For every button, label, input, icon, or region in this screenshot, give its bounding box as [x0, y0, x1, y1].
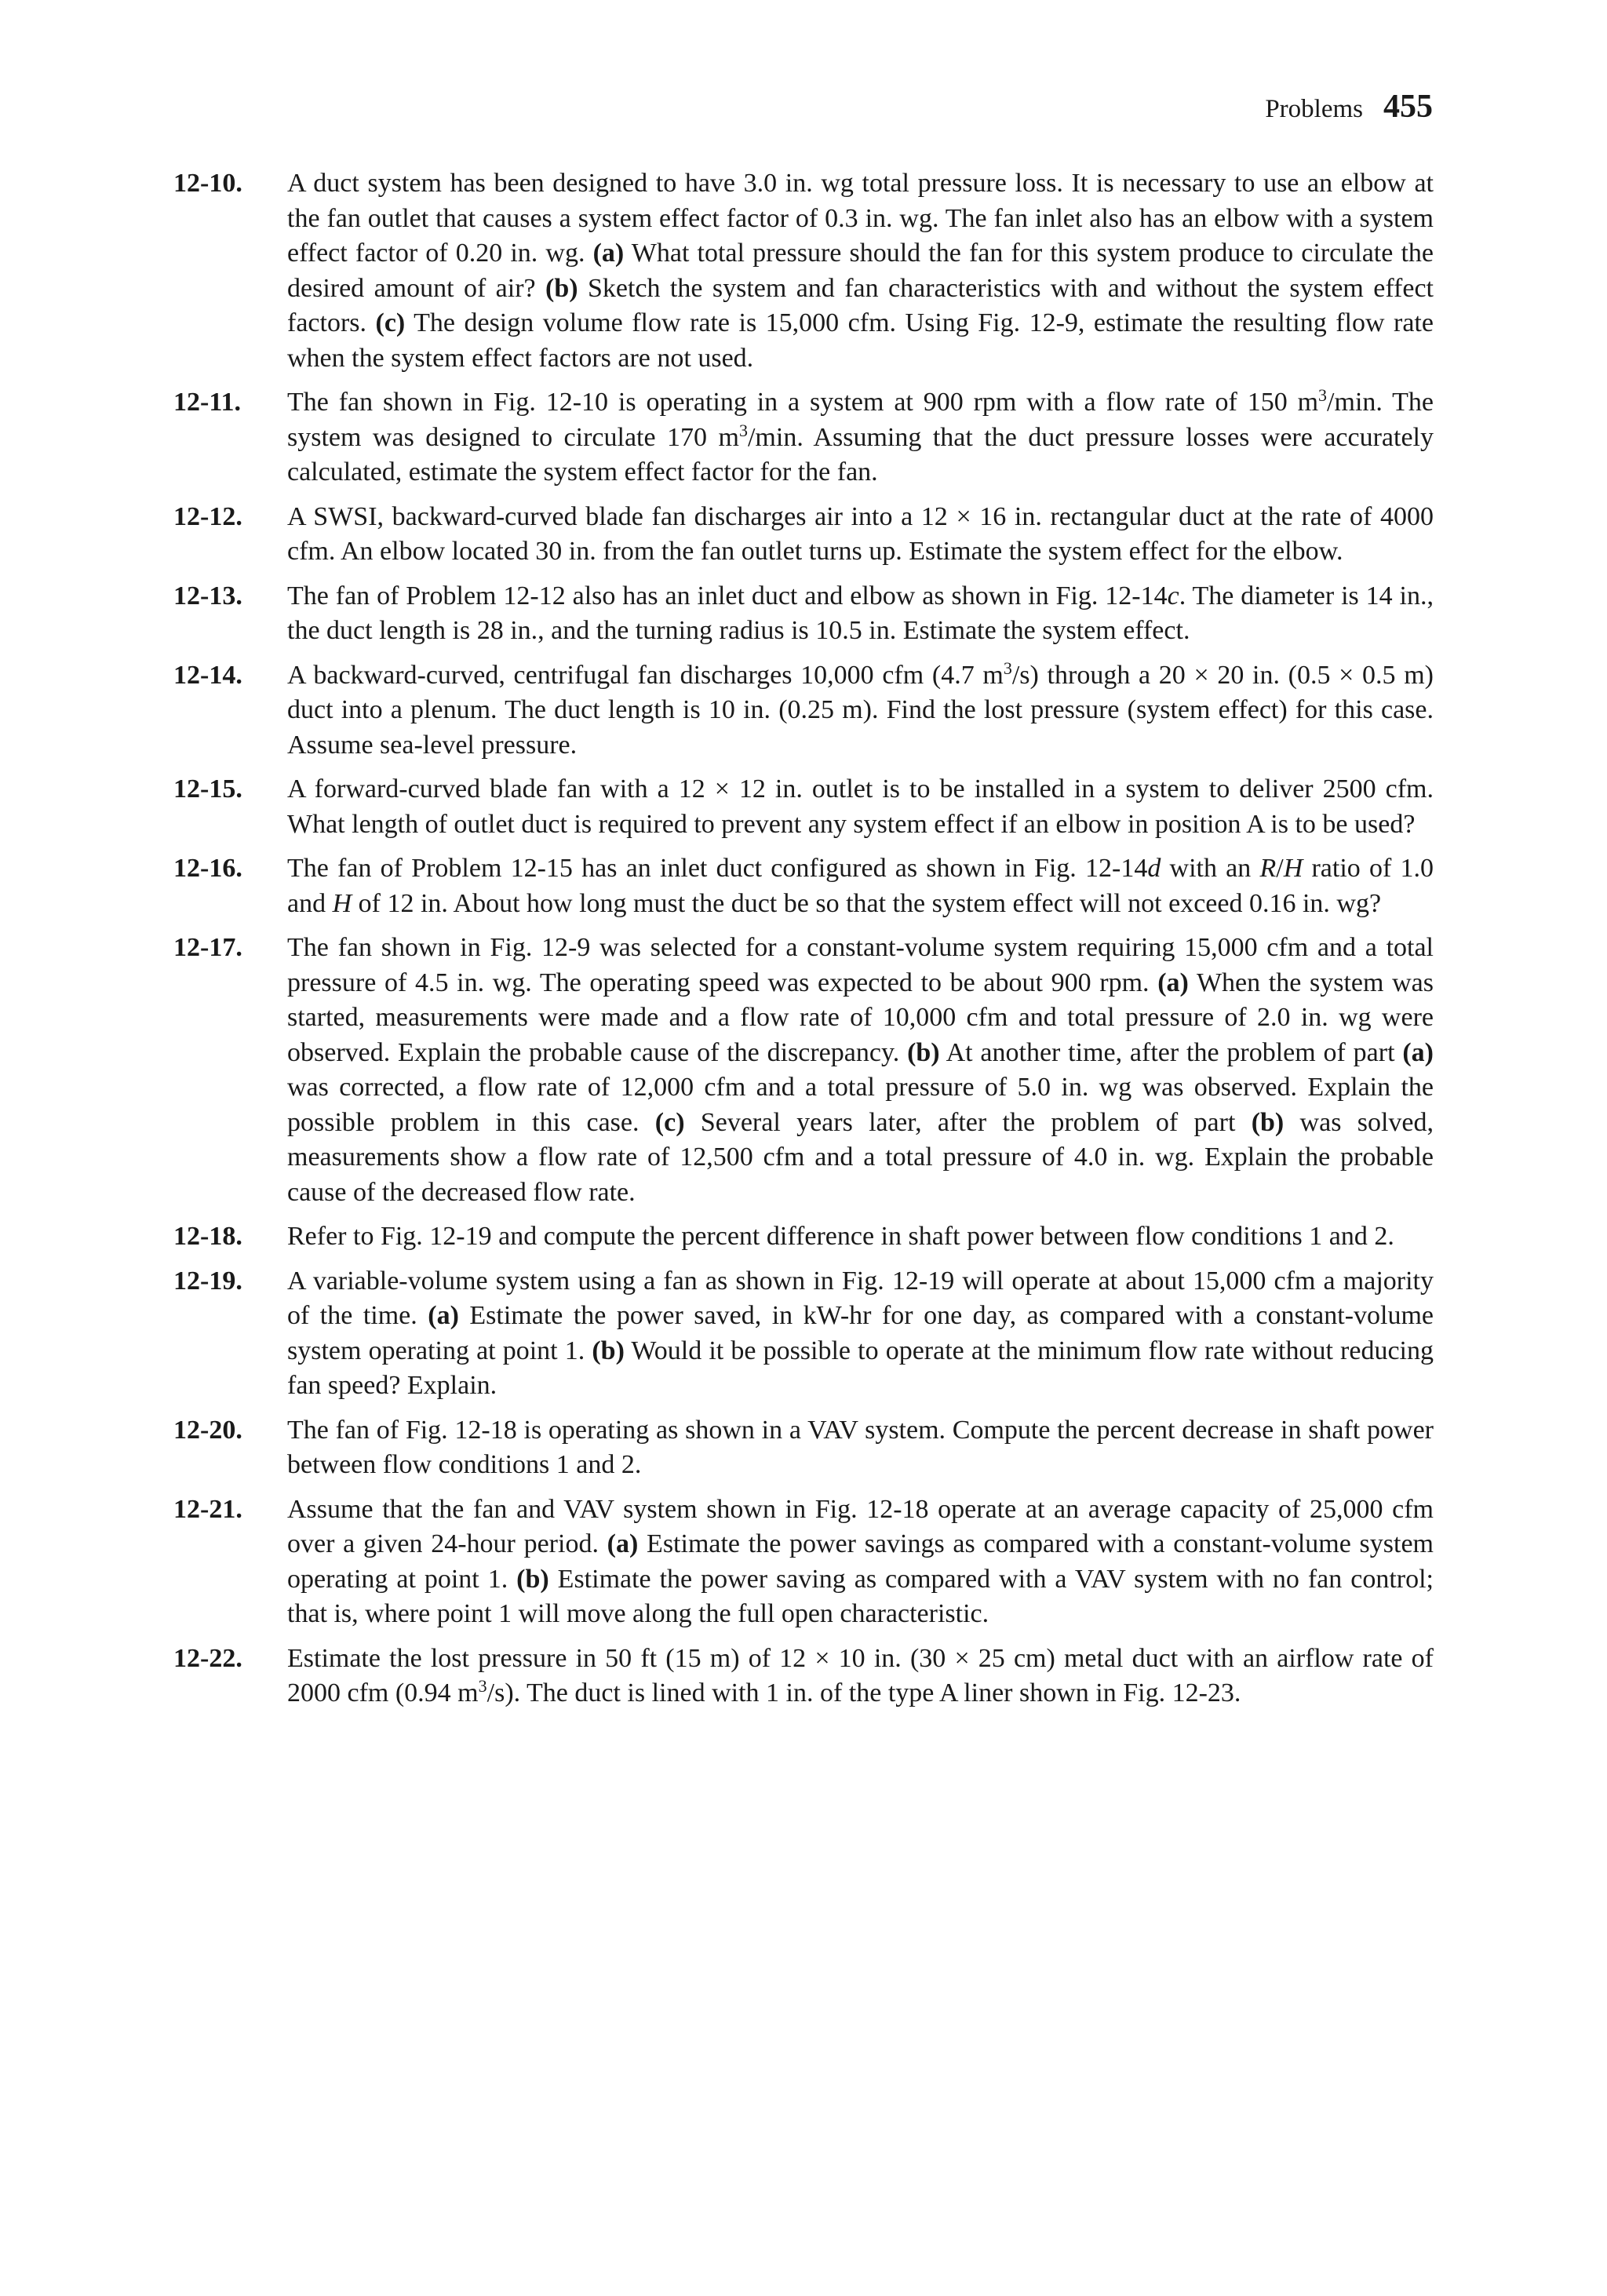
text-run: The design volume flow rate is 15,000 cfm. Using Fig. 12-9, estimate the resulting flow rate when the system effect factors are not used. — [287, 308, 1434, 373]
superscript: 3 — [738, 420, 748, 440]
problem-item — [173, 1413, 1434, 1483]
problem-item — [173, 579, 1434, 649]
text-run: with an — [1161, 854, 1260, 883]
problem-item — [173, 1219, 1434, 1255]
problem-item — [173, 931, 1434, 1210]
problem-item — [173, 851, 1434, 921]
problem-item — [173, 1642, 1434, 1711]
text-run: At another time, after the problem of part — [939, 1037, 1403, 1067]
part-label: (a) — [428, 1301, 459, 1330]
problem-list — [173, 166, 1434, 1721]
part-label: (b) — [516, 1564, 549, 1594]
problem-text — [287, 579, 1434, 649]
problem-item — [173, 166, 1434, 376]
part-label: (a) — [607, 1529, 639, 1558]
problem-number: 12-13. — [173, 581, 242, 610]
text-run: When the system was started, measurements were made and a flow rate of 10,000 cfm and total pressure of 2.0 in. wg were observed. Explain the probable cause of the discrepancy. — [287, 968, 1434, 1067]
text-run: Estimate the power saved, in kW-hr for one day, as compared with a constant-volume system operating at point 1. — [287, 1301, 1434, 1365]
text-run: Estimate the power saving as compared with a VAV system with no fan control; that is, where point 1 will move along the full open characteristic. — [287, 1564, 1434, 1628]
part-label: (c) — [375, 308, 406, 337]
italic-text: H — [332, 888, 352, 918]
problem-number: 12-11. — [173, 388, 241, 417]
problem-text — [287, 500, 1434, 570]
text-run: The fan of Problem 12-15 has an inlet duct configured as shown in Fig. 12-14 — [287, 854, 1148, 883]
part-label: (a) — [1402, 1037, 1434, 1067]
problem-item — [173, 658, 1434, 764]
text-run: Would it be possible to operate at the minimum flow rate without reducing fan speed? Explain. — [287, 1336, 1434, 1400]
text-run: Several years later, after the problem of part — [684, 1107, 1252, 1137]
problem-number: 12-22. — [173, 1643, 242, 1673]
problem-text — [287, 851, 1434, 921]
text-run: A forward-curved blade fan with a 12 × 12 in. outlet is to be installed in a system to deliver 2500 cfm. What length of outlet duct is required to prevent any system effect if an elbow in position A is to be used? — [287, 774, 1434, 839]
superscript: 3 — [1003, 658, 1012, 678]
part-label: (a) — [1157, 968, 1189, 997]
text-run: The fan of Problem 12-12 also has an inlet duct and elbow as shown in Fig. 12-14 — [287, 581, 1168, 610]
part-label: (b) — [1251, 1107, 1285, 1137]
text-run: was solved, measurements show a flow rate of 12,500 cfm and a total pressure of 4.0 in. wg. Explain the probable cause of the decreased flow rate. — [287, 1107, 1434, 1207]
italic-text: R — [1259, 854, 1277, 883]
italic-text: H — [1283, 854, 1303, 883]
problem-item — [173, 500, 1434, 570]
text-run: Estimate the power savings as compared with a constant-volume system operating at point 1. — [287, 1529, 1434, 1594]
page-number: 455 — [1383, 89, 1433, 125]
problem-item — [173, 772, 1434, 842]
problem-number: 12-20. — [173, 1415, 242, 1445]
text-run: /s) through a 20 × 20 in. (0.5 × 0.5 m) duct into a plenum. The duct length is 10 in. (0.25 m). Find the lost pressure (system effect) for this case. Assume sea-level pressure. — [287, 660, 1434, 760]
text-run: A backward-curved, centrifugal fan discharges 10,000 cfm (4.7 m — [287, 660, 1004, 690]
problem-text — [287, 1492, 1434, 1632]
problem-text — [287, 385, 1434, 490]
running-head — [1265, 88, 1433, 126]
italic-text: d — [1147, 854, 1161, 883]
text-run: . The diameter is 14 in., the duct length is 28 in., and the turning radius is 10.5 in. Estimate the system effect. — [287, 581, 1434, 645]
problem-text — [287, 166, 1434, 376]
problem-number: 12-19. — [173, 1266, 242, 1296]
problem-number: 12-14. — [173, 660, 242, 690]
text-run: /s). The duct is lined with 1 in. of the type A liner shown in Fig. 12-23. — [486, 1678, 1241, 1707]
text-run: A SWSI, backward-curved blade fan discharges air into a 12 × 16 in. rectangular duct at the rate of 4000 cfm. An elbow located 30 in. from the fan outlet turns up. Estimate the system effect for the elbow. — [287, 501, 1434, 566]
superscript: 3 — [478, 1676, 487, 1696]
text-run: of 12 in. About how long must the duct be so that the system effect will not exceed 0.16 in. wg? — [352, 888, 1382, 918]
text-run: The fan of Fig. 12-18 is operating as shown in a VAV system. Compute the percent decrease in shaft power between flow conditions 1 and 2. — [287, 1415, 1434, 1479]
part-label: (b) — [907, 1037, 940, 1067]
text-run: Assume that the fan and VAV system shown in Fig. 12-18 operate at an average capacity of 25,000 cfm over a given 24-hour period. — [287, 1494, 1434, 1558]
text-run: A duct system has been designed to have 3.0 in. wg total pressure loss. It is necessary to use an elbow at the fan outlet that causes a system effect factor of 0.3 in. wg. The fan inlet also has an elbow with a system effect factor of 0.20 in. wg. — [287, 169, 1434, 268]
part-label: (b) — [545, 273, 578, 303]
problem-number: 12-12. — [173, 501, 242, 531]
text-run: / — [1276, 854, 1284, 883]
problem-item — [173, 1264, 1434, 1404]
problem-number: 12-18. — [173, 1222, 242, 1251]
text-run: was corrected, a flow rate of 12,000 cfm and a total pressure of 5.0 in. wg was observed. Explain the possible problem in this case. — [287, 1073, 1434, 1137]
text-run: Refer to Fig. 12-19 and compute the percent difference in shaft power between flow conditions 1 and 2. — [287, 1222, 1394, 1251]
text-run: Sketch the system and fan characteristics with and without the system effect factors. — [287, 273, 1434, 337]
italic-text: c — [1167, 581, 1179, 610]
problem-item — [173, 385, 1434, 490]
problem-number: 12-10. — [173, 169, 242, 198]
part-label: (c) — [654, 1107, 685, 1137]
problem-text — [287, 1413, 1434, 1483]
problem-text — [287, 1264, 1434, 1404]
problem-text — [287, 1642, 1434, 1711]
text-run: ratio of 1.0 and — [287, 854, 1434, 918]
text-run: /min. The system was designed to circulate 170 m — [287, 388, 1434, 452]
superscript: 3 — [1318, 385, 1328, 405]
part-label: (a) — [592, 239, 625, 268]
problem-text — [287, 1219, 1434, 1255]
problem-number: 12-17. — [173, 933, 242, 962]
problem-number: 12-21. — [173, 1494, 242, 1524]
problem-text — [287, 772, 1434, 842]
problem-number: 12-16. — [173, 854, 242, 883]
text-run: What total pressure should the fan for this system produce to circulate the desired amount of air? — [287, 239, 1434, 303]
section-label: Problems — [1265, 95, 1363, 123]
text-run: /min. Assuming that the duct pressure losses were accurately calculated, estimate the system effect factor for the fan. — [287, 422, 1434, 487]
problem-text — [287, 658, 1434, 764]
problem-number: 12-15. — [173, 774, 242, 804]
text-run: A variable-volume system using a fan as shown in Fig. 12-19 will operate at about 15,000 cfm a majority of the time. — [287, 1266, 1434, 1330]
part-label: (b) — [592, 1336, 625, 1365]
text-run: The fan shown in Fig. 12-9 was selected for a constant-volume system requiring 15,000 cfm and a total pressure of 4.5 in. wg. The operating speed was expected to be about 900 rpm. — [287, 933, 1434, 997]
text-run: The fan shown in Fig. 12-10 is operating in a system at 900 rpm with a flow rate of 150 m — [287, 388, 1319, 417]
text-run: Estimate the lost pressure in 50 ft (15 m) of 12 × 10 in. (30 × 25 cm) metal duct with an airflow rate of 2000 cfm (0.94 m — [287, 1643, 1434, 1707]
problem-text — [287, 931, 1434, 1210]
problem-item — [173, 1492, 1434, 1632]
